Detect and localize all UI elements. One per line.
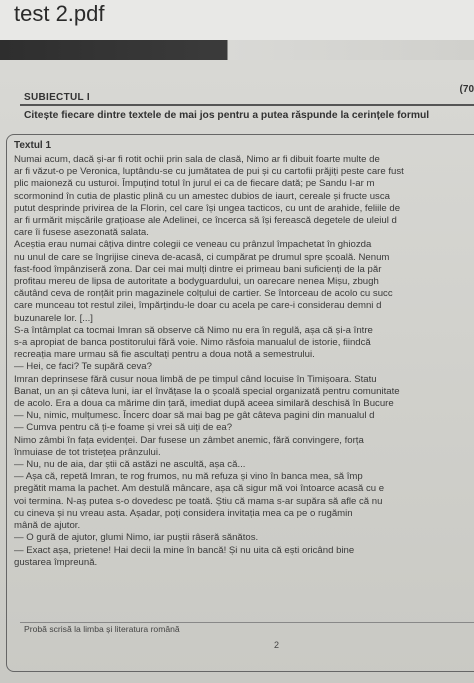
text-line: gustarea împreună. <box>14 556 98 568</box>
text-line: — Hei, ce faci? Te supără ceva? <box>14 361 152 373</box>
text-line: — Nu, nimic, mulțumesc. Încerc doar să mai bag pe gât câteva pagini din manualul d <box>14 410 375 422</box>
text-line: Nimo zâmbi în fața evidenței. Dar fusese un zâmbet anemic, fără convingere, forța <box>14 434 364 446</box>
text-line: — Nu, nu de aia, dar știi că astăzi ne ascultă, așa că... <box>14 459 246 471</box>
page-footer: Probă scrisă la limba și literatura română <box>24 624 180 634</box>
text-line: — O gură de ajutor, glumi Nimo, iar puștii râseră sănătos. <box>14 532 259 544</box>
text-line: ar fi văzut-o pe Veronica, luptându-se cu jumătatea de pui și cu cartofii prăjiți peste care fust <box>14 166 404 178</box>
viewer-toolbar-band <box>0 40 474 60</box>
text-line: scormonind în cutia de plastic plină cu un amestec dubios de iaurt, cereale și fructe usca <box>14 190 390 202</box>
text-line: S-a întâmplat ca tocmai Imran să observe că Nimo nu era în regulă, așa că și-a între <box>14 324 373 336</box>
text-heading: Textul 1 <box>14 140 52 151</box>
instruction-text: Citește fiecare dintre textele de mai jos pentru a putea răspunde la cerințele formul <box>24 110 430 121</box>
text-line: Aceștia erau numai câțiva dintre colegii ce veneau cu prânzul împachetat în ghiozda <box>14 239 372 251</box>
text-line: ar fi urmărit mișcările grațioase ale Adelinei, ce încerca să își ferească degetele de uleiul d <box>14 215 397 227</box>
text-line: Numai acum, dacă și-ar fi rotit ochii prin sala de clasă, Nimo ar fi dibuit foarte multe de <box>14 154 380 165</box>
text-line: plic maioneză cu usturoi. Împuțind totul în jurul ei ca de fiecare dată; pe Sandu I-ar m <box>14 178 375 190</box>
text-line: Imran deprinsese fără cusur noua limbă de pe timpul când locuise în Timișoara. Statu <box>14 373 377 385</box>
text-line: nu unul de care se îngrijise cineva de-acasă, ci cumpărat pe drumul spre școală. Nenum <box>14 251 390 263</box>
section-divider <box>20 104 474 106</box>
text-line: cu cineva și nu vreau asta. Așadar, poți considera invitația mea ca pe o rugămin <box>14 507 353 519</box>
text-line: înmuiase de tot tristețea prânzului. <box>14 446 161 458</box>
document-title: test 2.pdf <box>14 1 105 26</box>
footer-divider <box>20 622 474 623</box>
text-line: care munceau tot restul zilei, împărțindu-le doar cu acela pe care-i considerau demni d <box>14 300 382 312</box>
text-line: putut desprinde privirea de la Florin, cel care își ungea tacticos, cu unt de arahide, feliile de <box>14 202 401 214</box>
text-line: Banat, un an și câteva luni, iar el învățase la o școală special organizată pentru comunitate <box>14 385 400 397</box>
text-line: fast-food împânziseră zona. Dar cei mai mulți dintre ei primeau bani suficienți de la păr <box>14 263 382 275</box>
text-line: — Cumva pentru că ți-e foame și vrei să uiți de ea? <box>14 422 233 434</box>
text-line: care îi fusese asezonată salata. <box>14 227 149 239</box>
text-line: pregătit mama la pachet. Am destulă mâncare, așa că sigur mă voi întoarce acasă cu e <box>14 483 385 495</box>
page-number: 2 <box>274 640 280 650</box>
text-line: buzunarele lor. [...] <box>14 312 93 324</box>
text-line: s-a apropiat de banca postitorului fără voie. Nimo răsfoia manualul de istorie, fiindcă <box>14 337 371 349</box>
section-title: SUBIECTUL I <box>24 92 90 103</box>
section-score: (70 <box>459 84 474 95</box>
text-line: recreația mare urmau să fie ascultați pentru a doua notă a semestrului. <box>14 349 315 361</box>
text-line: de acolo. Era a doua ca mărime din țară, imediat după aceea similară deschisă în Bucure <box>14 398 394 410</box>
text-line: — Exact așa, prietene! Hai decii la mine în bancă! Și nu uita că ești oricând bine <box>14 544 355 556</box>
document-title-bar <box>0 0 474 40</box>
text-line: voi termina. N-aș putea s-o dovedesc pe toată. Știu că mama s-ar supăra să afle că nu <box>14 495 383 507</box>
text-line: căutând ceva de ronțăit prin magazinele colțului de cartier. Se întorceau de acolo cu succ <box>14 288 393 300</box>
text-line: profitau mereu de lipsa de autoritate a bodyguardului, un oarecare nenea Mișu, zbugh <box>14 276 379 288</box>
text-body <box>14 154 474 569</box>
text-line: mână de ajutor. <box>14 520 81 532</box>
text-line: — Așa că, repetă Imran, te rog frumos, nu mă refuza și vino în banca mea, să împ <box>14 471 363 483</box>
pdf-page <box>0 60 474 683</box>
